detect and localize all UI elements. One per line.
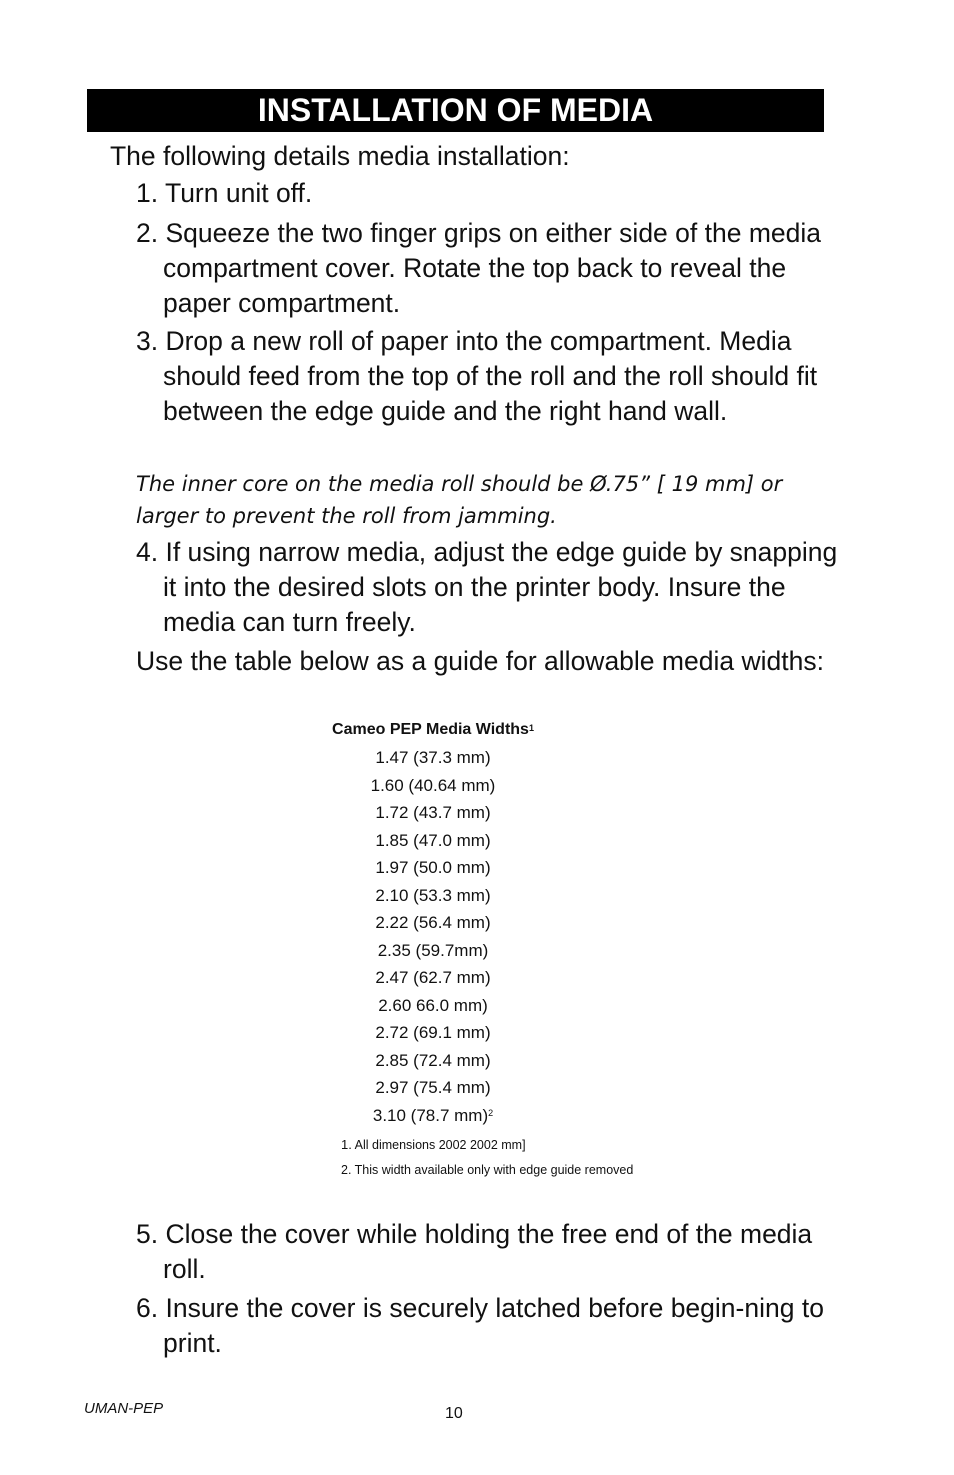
page-number: 10 xyxy=(445,1405,463,1422)
step-3: 3. Drop a new roll of paper into the compartment. Media should feed from the top of the roll and the roll should fit between the edge guide and the right hand wall. xyxy=(136,326,818,426)
media-core-note: The inner core on the media roll should be Ø.75” [ 19 mm] or larger to prevent the roll from jamming. xyxy=(136,472,783,528)
table-footnotes xyxy=(341,1132,701,1183)
media-widths-table xyxy=(300,716,566,1129)
width-row: 2.10 (53.3 mm) xyxy=(375,885,491,905)
document-code: UMAN-PEP xyxy=(84,1400,164,1417)
width-row: 2.85 (72.4 mm) xyxy=(375,1050,491,1070)
width-row: 2.22 (56.4 mm) xyxy=(375,913,491,932)
width-row: 1.72 (43.7 mm) xyxy=(375,803,491,822)
footnote-text: All dimensions 2002 2002 mm] xyxy=(351,1138,526,1152)
table-guide-text: Use the table below as a guide for allowable media widths: xyxy=(136,646,824,676)
width-row: 2.60 66.0 mm) xyxy=(378,995,488,1015)
footnote-number: 1. xyxy=(341,1137,352,1152)
width-footnote-marker: 2 xyxy=(488,1107,494,1118)
width-row: 1.47 (37.3 mm) xyxy=(375,748,491,767)
width-value: 3.10 (78.7 mm) xyxy=(372,1105,489,1125)
width-row: 2.97 (75.4 mm) xyxy=(375,1078,491,1097)
width-row: 1.85 (47.0 mm) xyxy=(375,830,491,850)
table-title-footnote-marker: 1 xyxy=(528,723,534,733)
width-row-last xyxy=(300,1102,566,1130)
table-title xyxy=(300,716,566,744)
table-title-text: Cameo PEP Media Widths xyxy=(332,721,529,738)
step-4: 4. If using narrow media, adjust the edge guide by snapping it into the desired slots on the printer body. Insure the media can turn freely. xyxy=(136,537,838,637)
footnote-1 xyxy=(341,1132,701,1158)
footnote-text: 2. This width available only with edge guide removed xyxy=(341,1163,634,1177)
width-row: 1.97 (50.0 mm) xyxy=(375,858,491,877)
step-6: 6. Insure the cover is securely latched before begin-ning to print. xyxy=(136,1293,824,1358)
width-row: 1.60 (40.64 mm) xyxy=(370,775,496,795)
width-row: 2.47 (62.7 mm) xyxy=(375,968,491,987)
step-2: 2. Squeeze the two finger grips on either side of the media compartment cover. Rotate the top back to reveal the paper compartment. xyxy=(136,218,822,318)
step-1: 1. Turn unit off. xyxy=(136,178,313,208)
intro-text: The following details media installation: xyxy=(110,141,570,171)
footnote-2 xyxy=(341,1158,701,1183)
width-row: 2.72 (69.1 mm) xyxy=(375,1023,491,1042)
step-5: 5. Close the cover while holding the free end of the media roll. xyxy=(136,1219,813,1284)
width-row: 2.35 (59.7mm) xyxy=(377,940,489,960)
page-title: INSTALLATION OF MEDIA xyxy=(87,89,824,132)
